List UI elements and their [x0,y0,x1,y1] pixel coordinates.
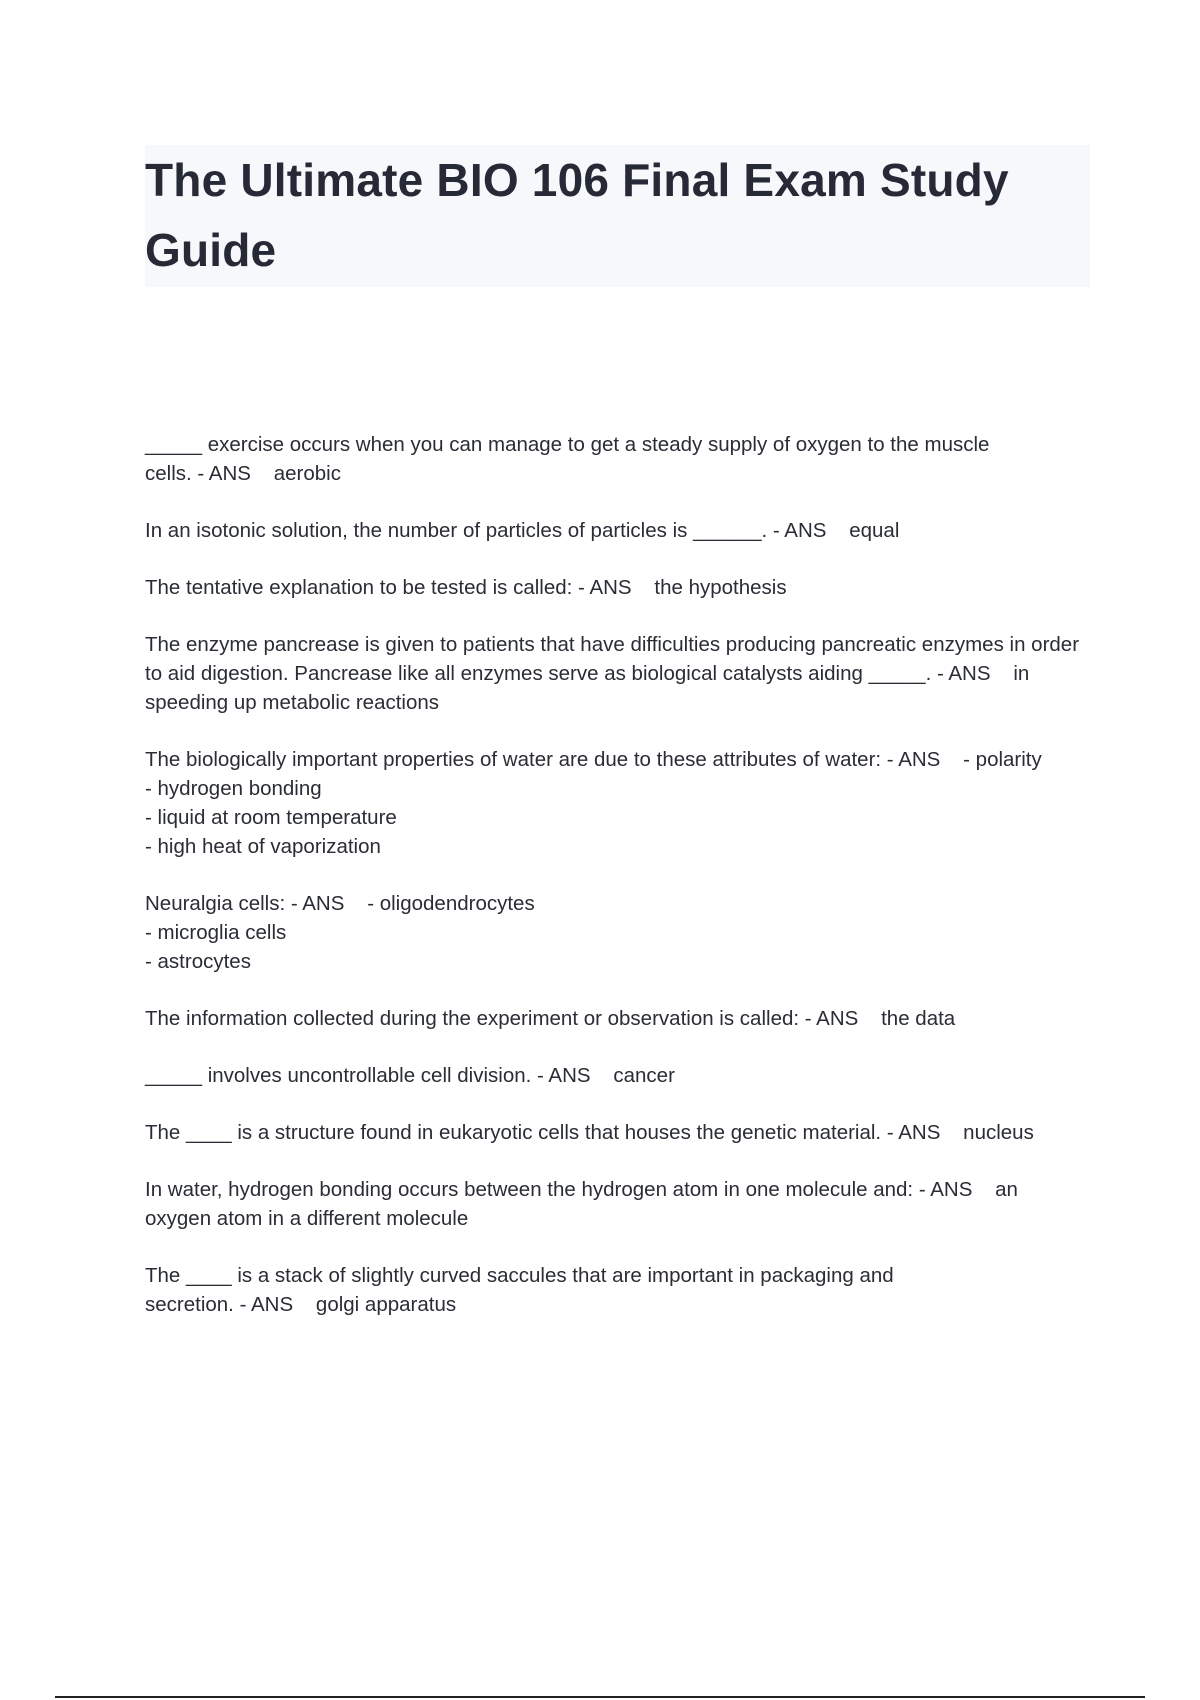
qa-item [145,1118,1080,1147]
answer-text: aerobic [273,462,341,485]
qa-item [145,1261,1080,1319]
answer-text: equal [849,519,900,542]
qa-item [145,630,1085,717]
question-text: The ____ is a stack of slightly curved saccules that are important in packaging and secretion. [145,1264,900,1316]
page-title: The Ultimate BIO 106 Final Exam Study Guide [145,154,1009,276]
question-text: _____ involves uncontrollable cell division. [145,1064,532,1087]
ans-marker: - ANS [913,1178,996,1201]
qa-item [145,1061,1080,1090]
answer-text: nucleus [963,1121,1034,1144]
question-text: The information collected during the experiment or observation is called: [145,1007,800,1030]
qa-item [145,889,1080,976]
qa-item [145,573,1080,602]
ans-marker: - ANS [799,1007,882,1030]
qa-item [145,1004,1080,1033]
ans-marker: - ANS [233,1293,316,1316]
ans-marker: - ANS [767,519,850,542]
question-text: Neuralgia cells: [145,892,286,915]
answer-text: the data [881,1007,956,1030]
question-text: The enzyme pancrease is given to patients that have difficulties producing pancreatic enzymes in order to aid digestion. Pancrease like all enzymes serve as biological catalysts aiding _____. [145,633,1085,685]
qa-item [145,745,1080,861]
qa-item [145,1175,1080,1233]
answer-text: - polarity - hydrogen bonding - liquid at room temperature - high heat of vaporization [145,748,1042,858]
question-text: In an isotonic solution, the number of particles of particles is ______. [145,519,768,542]
qa-list [145,430,1085,1347]
answer-text: golgi apparatus [315,1293,457,1316]
footer-divider [55,1696,1145,1698]
answer-text: an oxygen atom in a different molecule [145,1178,1024,1230]
qa-item [145,430,1080,488]
ans-marker: - ANS [881,748,964,771]
question-text: _____ exercise occurs when you can manage to get a steady supply of oxygen to the muscle cells. [145,433,996,485]
answer-text: the hypothesis [654,576,787,599]
question-text: The biologically important properties of water are due to these attributes of water: [145,748,882,771]
question-text: The tentative explanation to be tested is called: [145,576,573,599]
answer-text: cancer [613,1064,675,1087]
ans-marker: - ANS [931,662,1014,685]
title-banner [145,145,1090,287]
ans-marker: - ANS [881,1121,964,1144]
ans-marker: - ANS [531,1064,614,1087]
answer-text: in speeding up metabolic reactions [145,662,1035,714]
answer-text: - oligodendrocytes - microglia cells - astrocytes [145,892,535,973]
question-text: In water, hydrogen bonding occurs between the hydrogen atom in one molecule and: [145,1178,914,1201]
qa-item [145,516,1080,545]
ans-marker: - ANS [572,576,655,599]
ans-marker: - ANS [191,462,274,485]
question-text: The ____ is a structure found in eukaryotic cells that houses the genetic material. [145,1121,882,1144]
ans-marker: - ANS [285,892,368,915]
